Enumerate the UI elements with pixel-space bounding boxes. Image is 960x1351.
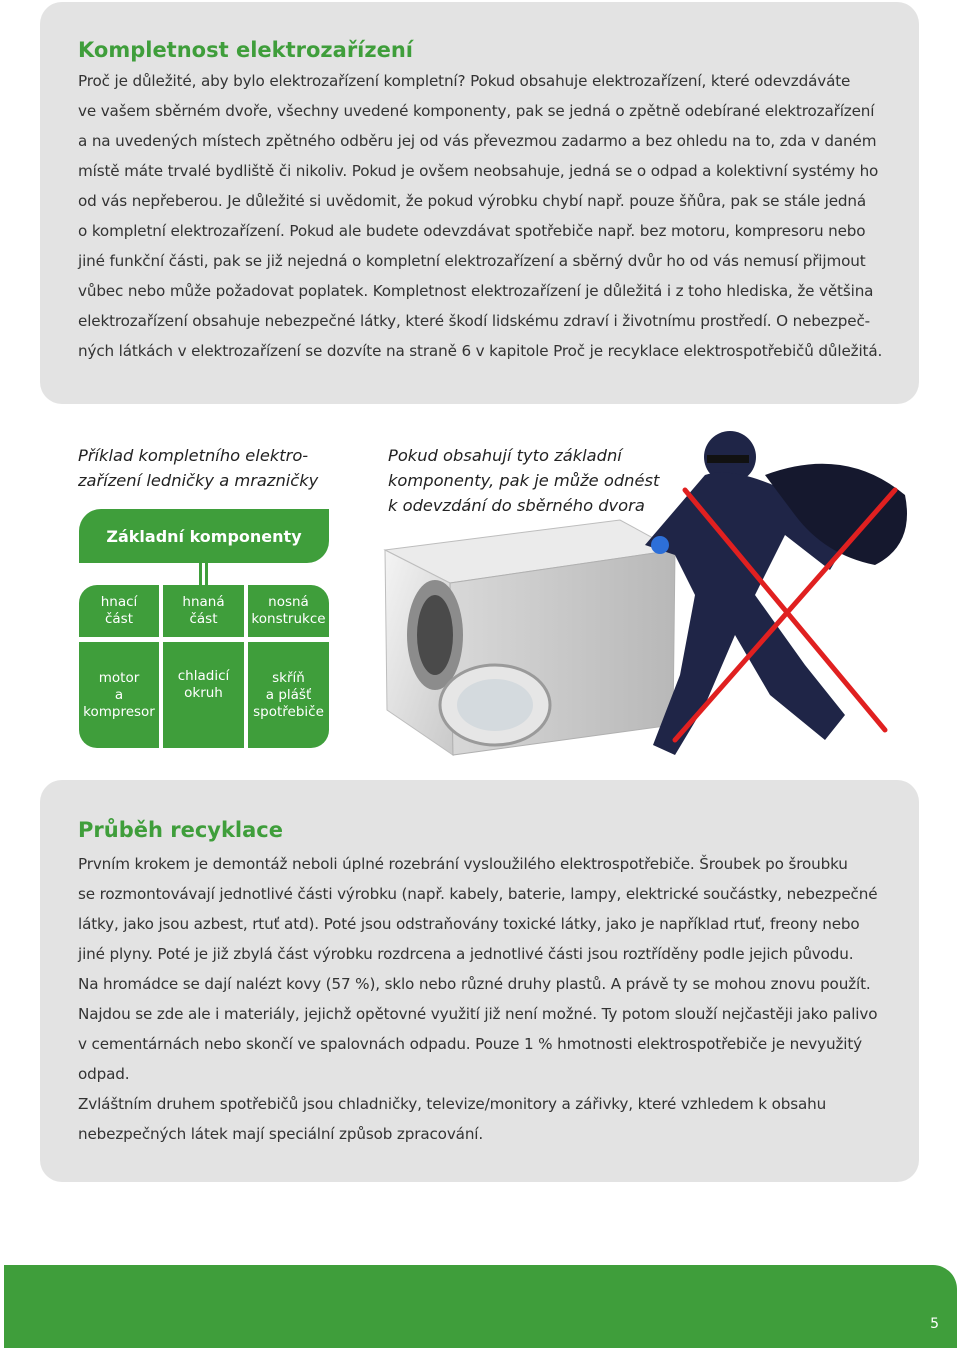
- component-example-cabinet: skříň a plášť spotřebiče: [248, 642, 329, 748]
- recycling-process-panel: [40, 780, 919, 1182]
- text-line: Zvláštním druhem spotřebičů jsou chladničky, televize/monitory a zářivky, které vzhledem k obsahu: [78, 1095, 827, 1113]
- text-line: Prvním krokem je demontáž neboli úplné rozebrání vysloužilého elektrospotřebiče. Šroubek po šroubku: [78, 855, 848, 873]
- text-line: vůbec nebo může požadovat poplatek. Kompletnost elektrozařízení je důležitá i z toho hlediska, že většina: [78, 282, 874, 300]
- text-line: ných látkách v elektrozařízení se dozvíte na straně 6 v kapitole Proč je recyklace elektrospotřebičů důležitá.: [78, 342, 883, 360]
- connector-line: [205, 563, 208, 585]
- text-line: elektrozařízení obsahuje nebezpečné látky, které škodí lidskému zdraví i životnímu prostředí. O nebezpeč-: [78, 312, 870, 330]
- text-line: nebezpečných látek mají speciální způsob zpracování.: [78, 1125, 484, 1143]
- washing-machine-icon: [385, 520, 675, 755]
- page-number: 5: [930, 1316, 939, 1332]
- footer-bar: [4, 1265, 957, 1348]
- text-line: o kompletní elektrozařízení. Pokud ale budete odevzdávat spotřebiče např. bez motoru, kompresoru nebo: [78, 222, 866, 240]
- base-components-box: Základní komponenty: [79, 509, 329, 563]
- text-line: Proč je důležité, aby bylo elektrozařízení kompletní? Pokud obsahuje elektrozařízení, které odevzdáváte: [78, 72, 851, 90]
- text-line: Na hromádce se dají nalézt kovy (57 %), sklo nebo různé druhy plastů. A právě ty se mohou znovu použít.: [78, 975, 871, 993]
- completeness-panel: [40, 2, 919, 404]
- text-line: místě máte trvalé bydliště či nikoliv. Pokud je ovšem neobsahuje, jedná se o odpad a kolektivní systémy ho: [78, 162, 879, 180]
- component-example-motor: motor a kompresor: [79, 642, 159, 748]
- recycling-text: [78, 849, 888, 1149]
- component-example-cooling: chladicí okruh: [163, 642, 244, 748]
- section-heading-recycling: Průběh recyklace: [78, 818, 283, 842]
- component-drive-part: hnací část: [79, 585, 159, 637]
- text-line: jiné funkční části, pak se již nejedná o kompletní elektrozařízení a sběrný dvůr ho od vás nemusí přijmout: [78, 252, 866, 270]
- text-line: Najdou se zde ale i materiály, jejichž opětovné využití již není možné. Ty potom slouží nejčastěji jako palivo: [78, 1005, 878, 1023]
- connector-line: [199, 563, 202, 585]
- text-line: se rozmontovávají jednotlivé části výrobku (např. kabely, baterie, lampy, elektrické součástky, nebezpečné: [78, 885, 878, 903]
- section-heading-completeness: Kompletnost elektrozařízení: [78, 38, 413, 62]
- component-support-structure: nosná konstrukce: [248, 585, 329, 637]
- completeness-text: [78, 66, 888, 366]
- text-line: ve vašem sběrném dvoře, všechny uvedené komponenty, pak se jedná o zpětně odebírané elektrozařízení: [78, 102, 875, 120]
- text-line: v cementárnách nebo skončí ve spalovnách odpadu. Pouze 1 % hmotnosti elektrospotřebiče je nevyužitý: [78, 1035, 862, 1053]
- text-line: látky, jako jsou azbest, rtuť atd). Poté jsou odstraňovány toxické látky, jako je například rtuť, freony nebo: [78, 915, 860, 933]
- caption-example: Příklad kompletního elektro- zařízení ledničky a mrazničky: [78, 446, 319, 490]
- text-line: od vás nepřeberou. Je důležité si uvědomit, že pokud výrobku chybí např. pouze šňůra, pak se stále jedná: [78, 192, 867, 210]
- illustration-washer-thief: [375, 405, 951, 775]
- component-driven-part: hnaná část: [163, 585, 244, 637]
- text-line: jiné plyny. Poté je již zbylá část výrobku rozdrcena a jednotlivé části jsou roztříděny podle jejich původu.: [78, 945, 854, 963]
- text-line: odpad.: [78, 1065, 130, 1083]
- text-line: a na uvedených místech zpětného odběru jej od vás převezmou zadarmo a bez ohledu na to, zda v daném: [78, 132, 877, 150]
- caption-condition: Pokud obsahují tyto základní komponenty, pak je může odnést k odevzdání do sběrného dvora: [388, 446, 660, 515]
